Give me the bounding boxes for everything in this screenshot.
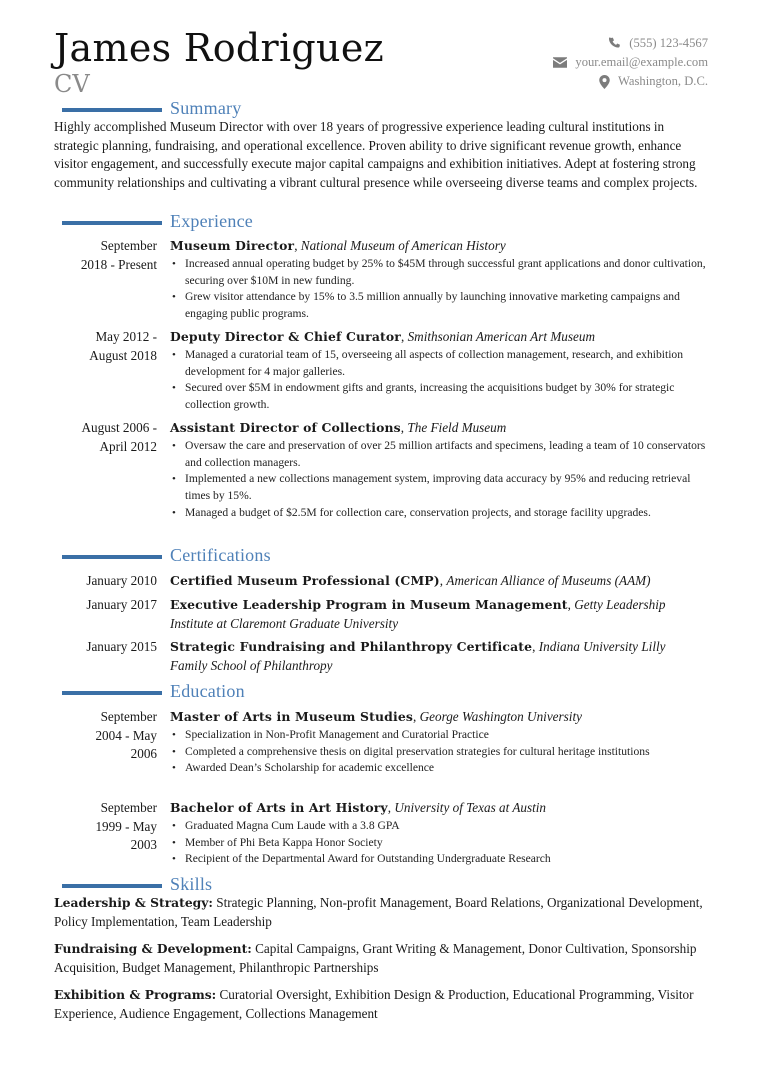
- certification-name: Strategic Fundraising and Philanthropy Certificate: [170, 639, 533, 654]
- issuing-organization: Indiana University Lilly Family School of Philanthropy: [170, 639, 666, 673]
- job-title: Museum Director: [170, 238, 295, 253]
- bullet-item: • Managed a budget of $2.5M for collection care, conservation projects, and storage facility upgrades.: [170, 505, 706, 522]
- bullet-item: • Completed a comprehensive thesis on digital preservation strategies for cultural heritage institutions: [170, 744, 706, 761]
- skill-category: Fundraising & Development:: [54, 941, 252, 956]
- date-line: 2006: [130, 746, 157, 762]
- section-title-summary: Summary: [170, 98, 242, 118]
- entry-date: January 2010: [86, 573, 157, 588]
- date-line: September: [100, 709, 157, 724]
- date-line: 2004 - May: [95, 727, 157, 743]
- section-title-experience: Experience: [170, 211, 253, 231]
- entry-date: [54, 799, 157, 855]
- section-accent-bar: [62, 884, 162, 888]
- contact-email[interactable]: [553, 53, 708, 72]
- section-accent-bar: [62, 555, 162, 559]
- entry-heading: Bachelor of Arts in Art History, University of Texas at Austin: [170, 800, 547, 815]
- skill-group: [54, 939, 706, 977]
- bullet-item: • Graduated Magna Cum Laude with a 3.8 GPA: [170, 818, 706, 835]
- summary-text: Highly accomplished Museum Director with over 18 years of progressive experience leading cultural institutions in strategic planning, fundraising, and operational excellence. Proven ability to drive significant revenue growth, enhance visitor engagement, and successfully execute major capital campaigns and exhibition initiatives. Adept at fostering strong community relationships and cultivating a vibrant cultural presence while overseeing diverse teams and complex projects.: [54, 119, 698, 191]
- entry-date: January 2015: [86, 639, 157, 654]
- bullet-list: [170, 347, 706, 414]
- section-title-skills: Skills: [170, 874, 213, 894]
- date-line: September: [100, 800, 157, 815]
- bullet-list: [170, 818, 706, 868]
- location-text: Washington, D.C.: [618, 74, 708, 88]
- entry-date: [54, 419, 157, 456]
- document-subtitle: CV: [54, 70, 90, 98]
- bullet-list: [170, 256, 706, 323]
- skill-category: Leadership & Strategy:: [54, 895, 213, 910]
- section-header-education: [62, 680, 245, 702]
- bullet-item: • Specialization in Non-Profit Management and Curatorial Practice: [170, 727, 706, 744]
- skill-category: Exhibition & Programs:: [54, 987, 217, 1002]
- entry-heading: Master of Arts in Museum Studies, George Washington University: [170, 709, 582, 724]
- entry-date: [54, 708, 157, 764]
- bullet-item: • Secured over $5M in endowment gifts and grants, increasing the acquisitions budget by 30% for strategic collection growth.: [170, 380, 706, 414]
- entry-heading: Strategic Fundraising and Philanthropy Certificate, Indiana University Lilly Family School of Philanthropy: [170, 639, 666, 673]
- date-line: 2003: [130, 837, 157, 853]
- entry-heading: Assistant Director of Collections, The Field Museum: [170, 420, 507, 435]
- date-line: 1999 - May: [95, 818, 157, 834]
- date-line: May 2012 -: [95, 329, 157, 344]
- skill-list: Capital Campaigns, Grant Writing & Management, Donor Cultivation, Sponsorship Acquisition, Budget Management, Philanthropic Partnerships: [54, 941, 697, 975]
- degree-name: Bachelor of Arts in Art History: [170, 800, 388, 815]
- bullet-item: • Recipient of the Departmental Award for Outstanding Undergraduate Research: [170, 851, 706, 868]
- phone-icon: [608, 37, 621, 50]
- contact-info: [553, 34, 708, 91]
- school-name: University of Texas at Austin: [394, 800, 547, 815]
- entry-date: [54, 328, 157, 365]
- entry-date: [54, 237, 157, 274]
- envelope-icon: [553, 57, 567, 68]
- candidate-name: James Rodriguez: [54, 26, 384, 70]
- date-line: September: [100, 238, 157, 253]
- skill-list: Curatorial Oversight, Exhibition Design & Production, Educational Programming, Visitor Experience, Audience Engagement, Collections Management: [54, 987, 694, 1021]
- section-header-summary: [62, 97, 241, 119]
- bullet-item: • Increased annual operating budget by 25% to $45M through successful grant applications and donor cultivation, securing over $10M in new funding.: [170, 256, 706, 290]
- bullet-item: • Implemented a new collections management system, improving data accuracy by 95% and reducing retrieval times by 15%.: [170, 471, 706, 505]
- date-line: August 2006 -: [81, 420, 157, 435]
- email-address: your.email@example.com: [575, 55, 708, 69]
- entry-date: January 2017: [86, 597, 157, 612]
- bullet-item: • Awarded Dean’s Scholarship for academic excellence: [170, 760, 706, 777]
- section-title-certifications: Certifications: [170, 545, 271, 565]
- degree-name: Master of Arts in Museum Studies: [170, 709, 413, 724]
- phone-number: (555) 123-4567: [629, 36, 708, 50]
- bullet-list: [170, 727, 706, 777]
- entry-heading: Certified Museum Professional (CMP), American Alliance of Museums (AAM): [170, 573, 651, 588]
- certification-name: Executive Leadership Program in Museum Management: [170, 597, 568, 612]
- section-title-education: Education: [170, 681, 245, 701]
- entry-heading: Executive Leadership Program in Museum Management, Getty Leadership Institute at Claremont Graduate University: [170, 597, 666, 631]
- organization: The Field Museum: [407, 420, 507, 435]
- issuing-organization: American Alliance of Museums (AAM): [446, 573, 651, 588]
- entry-heading: Deputy Director & Chief Curator, Smithsonian American Art Museum: [170, 329, 596, 344]
- bullet-item: • Grew visitor attendance by 15% to 3.5 million annually by launching innovative marketing campaigns and engaging public programs.: [170, 289, 706, 323]
- entry-heading: Museum Director, National Museum of American History: [170, 238, 506, 253]
- contact-location: [553, 72, 708, 91]
- date-line: April 2012: [99, 438, 157, 454]
- map-marker-icon: [599, 75, 610, 89]
- bullet-item: • Oversaw the care and preservation of over 25 million artifacts and specimens, leading a team of 10 conservators and collection managers.: [170, 438, 706, 472]
- job-title: Deputy Director & Chief Curator: [170, 329, 401, 344]
- bullet-item: • Member of Phi Beta Kappa Honor Society: [170, 835, 706, 852]
- organization: National Museum of American History: [300, 238, 506, 253]
- section-accent-bar: [62, 108, 162, 112]
- section-header-experience: [62, 210, 253, 232]
- school-name: George Washington University: [419, 709, 582, 724]
- job-title: Assistant Director of Collections: [170, 420, 401, 435]
- bullet-item: • Managed a curatorial team of 15, overseeing all aspects of collection management, research, and exhibition development for 4 major galleries.: [170, 347, 706, 381]
- contact-phone[interactable]: [553, 34, 708, 53]
- skill-list: Strategic Planning, Non-profit Management, Board Relations, Organizational Development, Policy Implementation, Team Leadership: [54, 895, 703, 929]
- skill-group: [54, 985, 706, 1023]
- section-accent-bar: [62, 221, 162, 225]
- section-accent-bar: [62, 691, 162, 695]
- bullet-list: [170, 438, 706, 522]
- date-line: 2018 - Present: [80, 256, 157, 272]
- certification-name: Certified Museum Professional (CMP): [170, 573, 440, 588]
- date-line: August 2018: [89, 347, 157, 363]
- skill-group: [54, 893, 706, 931]
- issuing-organization: Getty Leadership Institute at Claremont Graduate University: [170, 597, 666, 631]
- section-header-skills: [62, 873, 212, 895]
- section-header-certifications: [62, 544, 271, 566]
- organization: Smithsonian American Art Museum: [407, 329, 596, 344]
